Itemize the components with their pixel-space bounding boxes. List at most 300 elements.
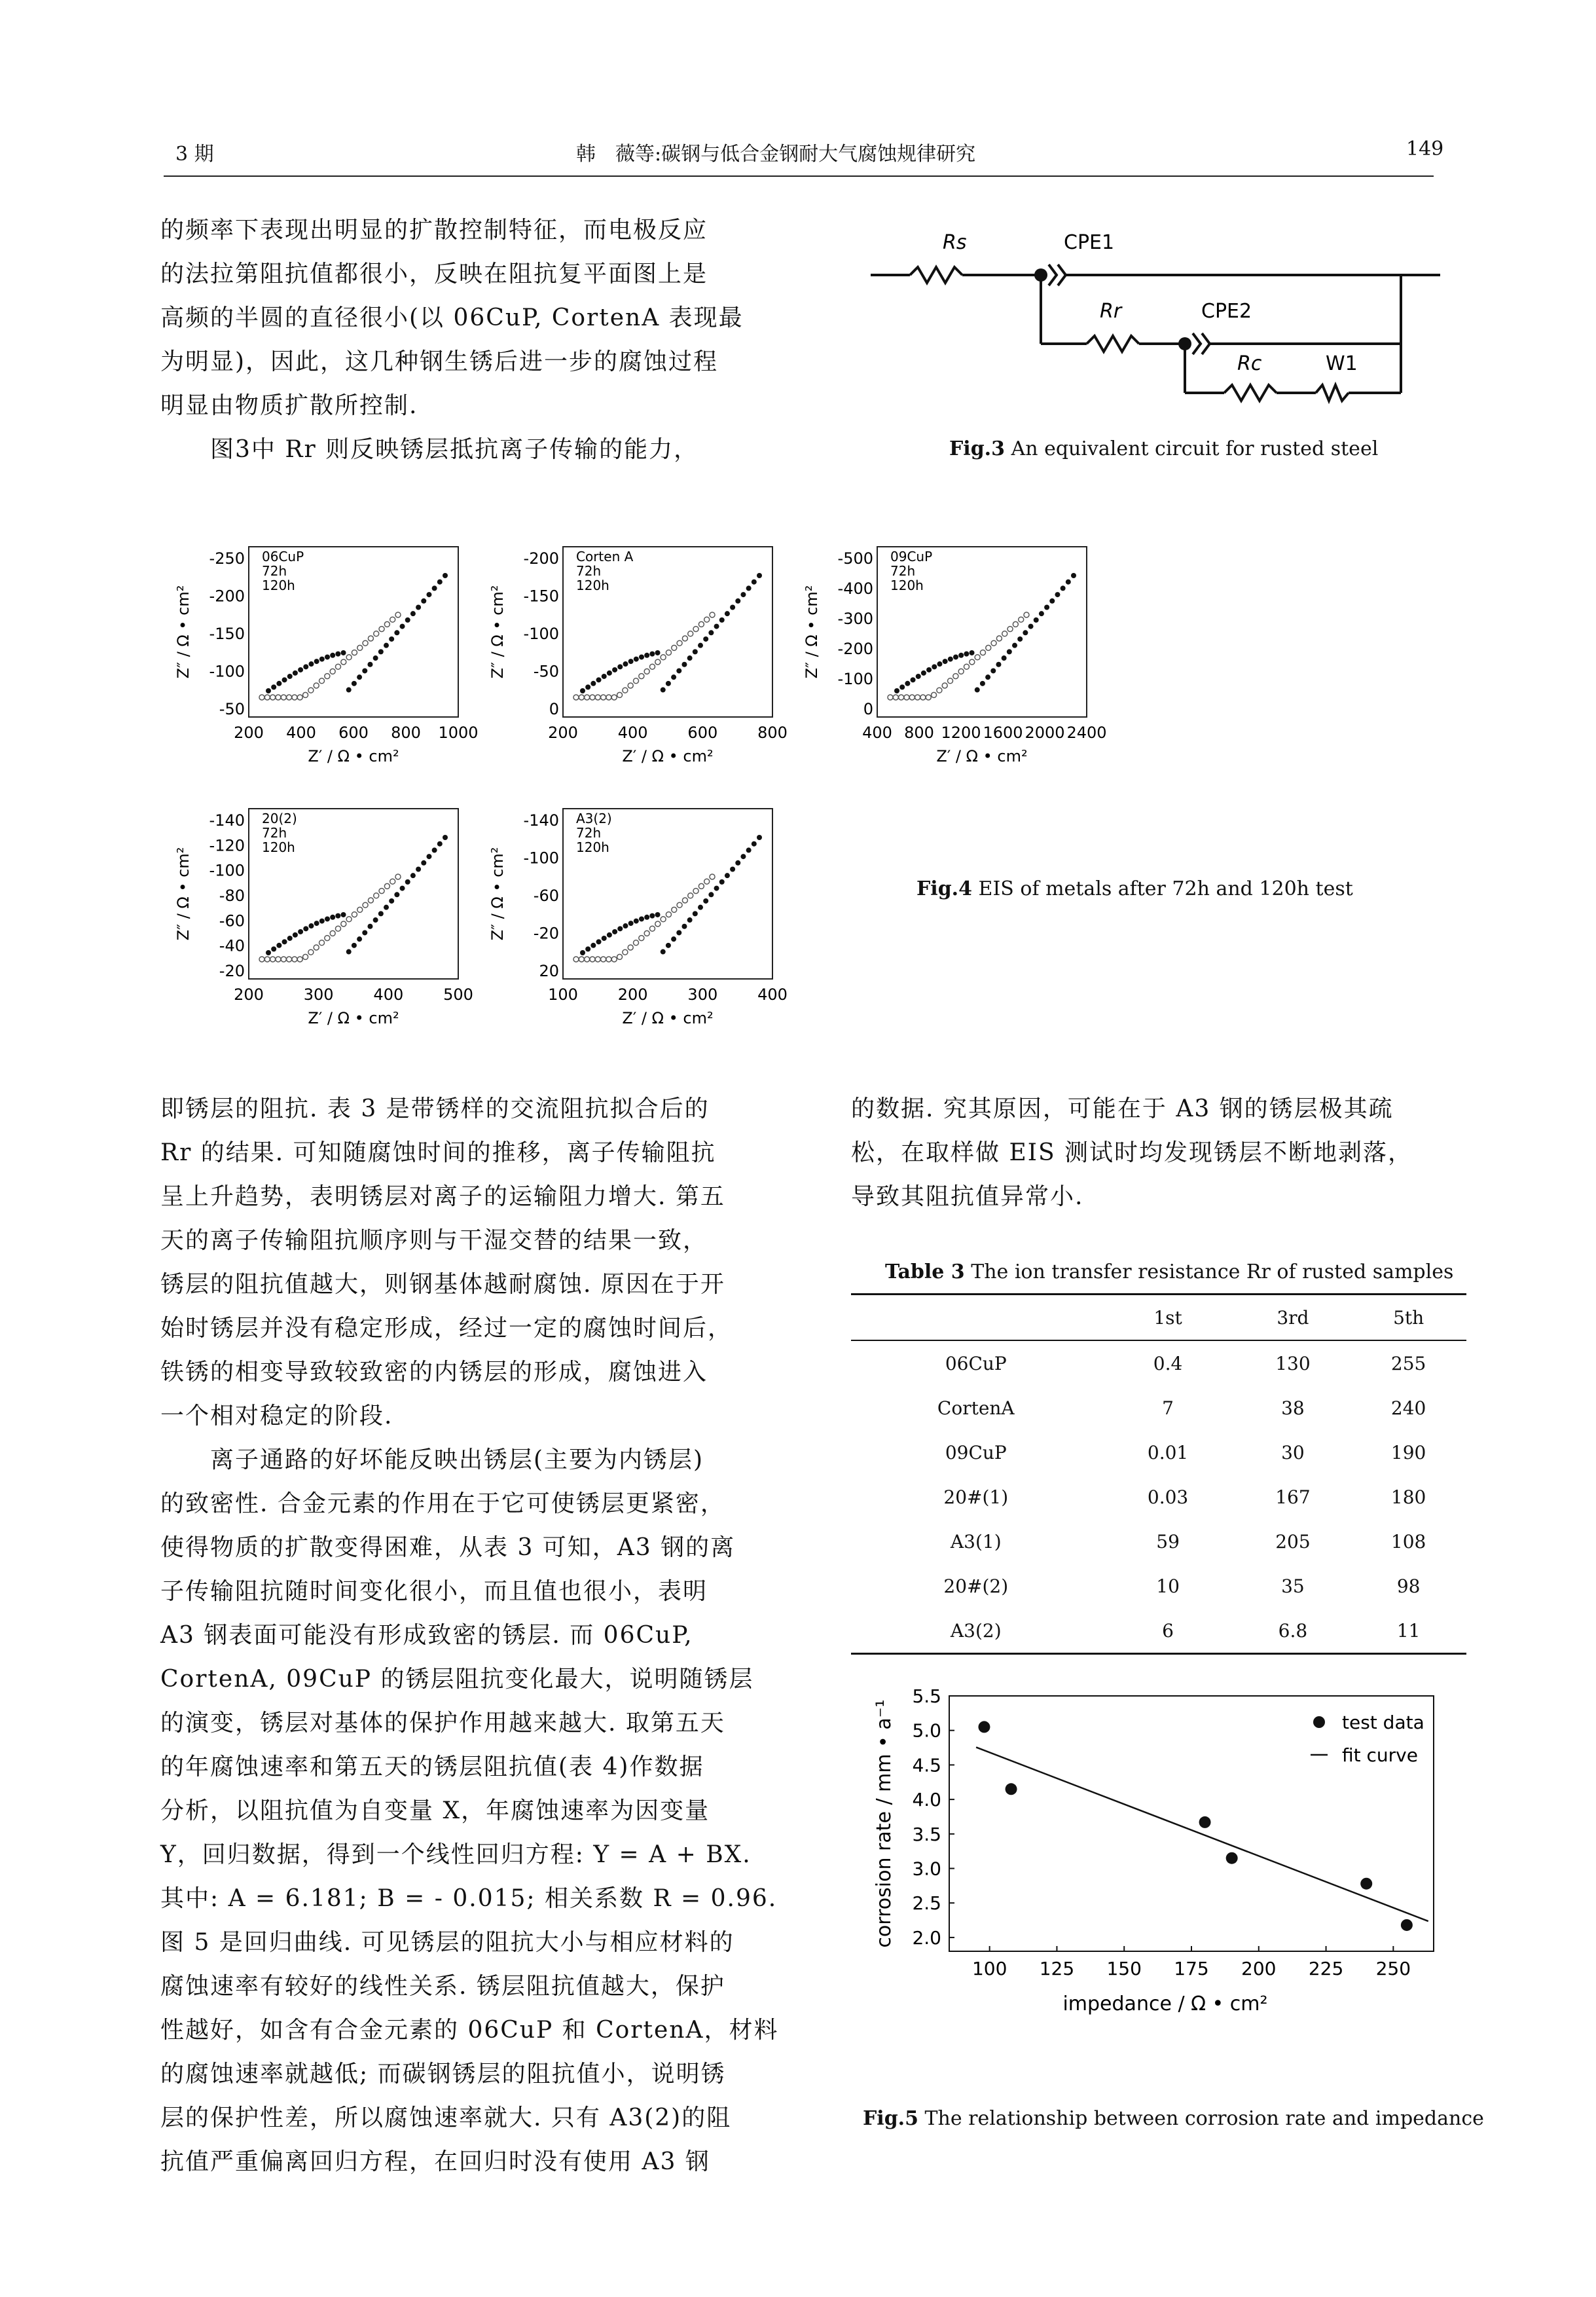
data-point-72h (655, 921, 661, 927)
data-point-72h (688, 893, 693, 898)
x-tick-label: 400 (286, 724, 316, 742)
x-tick-label: 200 (548, 724, 578, 742)
table-cell: 6 (1162, 1619, 1174, 1642)
data-point-120h (1039, 611, 1044, 616)
data-point-120h (314, 659, 319, 664)
data-point-120h (980, 681, 985, 686)
data-point-120h (655, 912, 661, 917)
data-point-120h (666, 681, 671, 686)
legend-72h: 72h (576, 825, 602, 841)
paragraph-line: 的演变，锈层对基体的保护作用越来越大. 取第五天 (160, 1710, 725, 1737)
x-tick-label: 400 (617, 724, 648, 742)
data-point-120h (373, 917, 378, 923)
data-point-120h (1023, 630, 1028, 635)
data-point-72h (698, 883, 704, 889)
legend-120h: 120h (576, 839, 609, 855)
data-point-120h (752, 579, 757, 585)
data-point-72h (319, 940, 325, 946)
data-point-120h (687, 655, 693, 661)
data-point-72h (276, 957, 281, 962)
x-tick-label: 2000 (1025, 724, 1065, 742)
data-point-72h (585, 695, 590, 700)
data-point-120h (644, 915, 649, 920)
data-point-120h (725, 611, 730, 616)
data-point-120h (303, 926, 308, 931)
data-point-120h (698, 905, 703, 910)
data-point-72h (303, 954, 308, 959)
data-point-72h (688, 631, 693, 636)
data-point-120h (623, 923, 628, 928)
data-point-120h (405, 617, 410, 623)
data-point-72h (937, 688, 942, 693)
table-cell: 38 (1281, 1397, 1305, 1419)
data-point-120h (362, 668, 367, 673)
data-point-120h (735, 860, 740, 866)
data-point-120h (719, 617, 725, 623)
data-point-120h (1066, 579, 1071, 585)
data-point-72h (595, 695, 600, 700)
data-point-72h (975, 655, 980, 660)
data-point-120h (948, 657, 953, 662)
x-tick-label: 500 (443, 985, 473, 1004)
table-row (851, 1608, 1466, 1654)
data-point-72h (270, 695, 276, 700)
paragraph-line: 一个相对稳定的阶段. (160, 1403, 393, 1429)
fit-line (976, 1747, 1428, 1921)
data-point-120h (655, 650, 661, 655)
panel-name: A3(2) (576, 811, 612, 826)
data-point-120h (357, 936, 362, 942)
data-point-120h (1071, 573, 1076, 578)
data-point-72h (281, 957, 286, 962)
data-point-120h (346, 688, 352, 693)
data-point-120h (905, 681, 910, 686)
table-cell: 180 (1390, 1486, 1426, 1508)
data-point-120h (580, 950, 585, 955)
paragraph-line: 呈上升趋势，表明锈层对离子的运输阻力增大. 第五 (160, 1183, 725, 1210)
data-point-120h (975, 688, 980, 693)
panel-name: 20(2) (262, 811, 297, 826)
data-point-120h (740, 854, 746, 859)
data-point-120h (894, 688, 899, 693)
data-point-72h (661, 917, 666, 922)
data-point-72h (595, 957, 600, 962)
data-point-72h (693, 889, 698, 894)
data-point-72h (682, 898, 687, 903)
data-point-72h (346, 655, 352, 660)
data-point-72h (710, 874, 715, 879)
data-point-120h (698, 643, 703, 648)
data-point-120h (666, 943, 671, 948)
data-point-120h (426, 592, 431, 597)
data-point-120h (926, 667, 932, 672)
legend-120h: 120h (262, 578, 295, 593)
page-number: 149 (1406, 138, 1444, 160)
data-point-72h (948, 678, 953, 684)
data-point-120h (676, 930, 681, 935)
data-point-72h (888, 695, 893, 700)
table-cell: 205 (1275, 1530, 1311, 1553)
data-point-120h (1002, 655, 1007, 661)
paragraph-line: 即锈层的阻抗. 表 3 是带锈样的交流阻抗拟合后的 (160, 1095, 710, 1122)
data-point-72h (352, 912, 357, 917)
y-tick-label: 5.0 (912, 1719, 941, 1742)
data-point-120h (730, 866, 735, 872)
data-point-72h (287, 957, 292, 962)
data-point-120h (1028, 624, 1034, 629)
data-point-120h (634, 919, 639, 924)
data-point-120h (687, 917, 693, 923)
x-tick-label: 100 (971, 1958, 1007, 1979)
y-tick-label: -140 (209, 811, 245, 830)
y-tick-label: -140 (523, 811, 559, 830)
data-point-72h (623, 688, 628, 693)
data-point-120h (394, 630, 399, 635)
paragraph-line: 层的保护性差，所以腐蚀速率就大. 只有 A3(2)的阻 (160, 2104, 732, 2131)
data-point-120h (693, 911, 698, 916)
data-point-72h (590, 695, 595, 700)
table-header-cell (851, 1295, 1101, 1341)
data-point-120h (298, 667, 303, 672)
x-axis-label: Z′ / Ω • cm² (936, 747, 1028, 765)
data-point-72h (655, 659, 661, 665)
y-tick-label: -250 (209, 549, 245, 568)
table-cell: 98 (1396, 1575, 1421, 1597)
data-point-72h (991, 640, 996, 646)
data-point-120h (1055, 592, 1060, 597)
data-point-120h (681, 924, 687, 929)
table-cell: 0.4 (1153, 1352, 1183, 1374)
table-row (851, 1340, 1466, 1386)
data-point-120h (970, 650, 975, 655)
table3 (851, 1293, 1466, 1655)
data-point-72h (1013, 621, 1018, 627)
data-point-120h (612, 929, 617, 934)
data-point-120h (293, 932, 298, 938)
data-point-72h (710, 612, 715, 617)
paragraph-line: 抗值严重偏离回归方程，在回归时没有使用 A3 钢 (160, 2148, 710, 2175)
table-row (851, 1430, 1466, 1475)
data-point-72h (395, 874, 401, 879)
data-point-72h (693, 627, 698, 632)
data-point-72h (379, 627, 384, 632)
data-point-72h (682, 636, 687, 641)
data-point-120h (303, 664, 308, 669)
x-tick-label: 400 (373, 985, 404, 1004)
data-point-72h (920, 695, 926, 700)
y-tick-label: -120 (209, 836, 245, 855)
paragraph-line: 的年腐蚀速率和第五天的锈层阻抗值(表 4)作数据 (160, 1754, 704, 1780)
data-point-120h (266, 688, 271, 693)
data-point-72h (1002, 631, 1007, 636)
paragraph-line: 腐蚀速率有较好的线性关系. 锈层阻抗值越大，保护 (160, 1973, 725, 2000)
table-row (851, 1475, 1466, 1519)
data-point-72h (346, 917, 352, 922)
data-point-72h (352, 650, 357, 655)
x-tick-label: 200 (617, 985, 648, 1004)
data-point-72h (617, 692, 623, 697)
table-cell: 20#(1) (943, 1486, 1009, 1508)
data-point-72h (341, 659, 346, 665)
table3-caption: Table 3 The ion transfer resistance Rr of rusted samples (885, 1260, 1454, 1283)
y-axis-label: Z″ / Ω • cm² (174, 585, 192, 679)
data-point-72h (573, 695, 579, 700)
data-point-120h (330, 915, 335, 920)
legend-72h: 72h (890, 563, 916, 579)
y-tick-label: -20 (219, 962, 245, 980)
data-point-120h (752, 841, 757, 847)
data-point-120h (1007, 649, 1012, 654)
legend-120h: 120h (576, 578, 609, 593)
data-point-72h (357, 907, 363, 912)
data-point-72h (384, 883, 390, 889)
data-point-120h (421, 860, 426, 866)
data-point-120h (341, 650, 346, 655)
y-tick-label: -150 (523, 587, 559, 606)
data-point-72h (649, 926, 655, 931)
data-point-120h (921, 671, 926, 676)
data-point-72h (909, 695, 915, 700)
data-point-120h (378, 649, 384, 654)
y-tick-label: -100 (209, 861, 245, 880)
data-point-72h (585, 957, 590, 962)
data-point-72h (915, 695, 920, 700)
data-point-72h (264, 695, 270, 700)
data-point-120h (985, 674, 990, 680)
data-point-120h (585, 684, 590, 689)
data-point-120h (671, 674, 676, 680)
legend-120h: 120h (262, 839, 295, 855)
table-cell: A3(1) (950, 1530, 1002, 1553)
header-rule (164, 175, 1434, 177)
data-point (1401, 1919, 1413, 1931)
paragraph-line: 铁锈的相变导致较致密的内锈层的形成，腐蚀进入 (160, 1359, 708, 1386)
data-point-120h (443, 573, 448, 578)
data-point-72h (639, 936, 644, 941)
table-cell: 167 (1275, 1486, 1311, 1508)
data-point-72h (601, 695, 606, 700)
table-row (851, 1564, 1466, 1608)
table-cell: 35 (1281, 1575, 1305, 1597)
y-tick-label: -300 (837, 610, 873, 628)
y-tick-label: 20 (539, 962, 559, 980)
data-point-72h (341, 921, 346, 927)
data-point-120h (389, 898, 394, 904)
data-point-72h (281, 695, 286, 700)
data-point-72h (634, 678, 639, 684)
data-point-120h (1012, 643, 1017, 648)
x-tick-label: 400 (862, 724, 892, 742)
paragraph-line: A3 钢表面可能没有形成致密的锈层. 而 06CuP, (160, 1622, 693, 1649)
data-point-120h (416, 866, 421, 872)
data-point-72h (330, 669, 335, 674)
data-point-72h (292, 957, 297, 962)
data-point-72h (672, 907, 677, 912)
y-tick-label: -60 (533, 887, 559, 905)
paragraph-line: 离子通路的好坏能反映出锈层(主要为内锈层) (160, 1446, 704, 1473)
table-cell: 30 (1281, 1441, 1305, 1463)
paragraph-line: 使得物质的扩散变得困难，从表 3 可知，A3 钢的离 (160, 1534, 736, 1561)
data-point-120h (649, 913, 655, 919)
data-point-72h (384, 621, 390, 627)
data-point-120h (432, 847, 437, 853)
y-tick-label: -200 (523, 549, 559, 568)
data-point-72h (314, 945, 319, 950)
x-tick-label: 250 (1375, 1958, 1411, 1979)
data-point-72h (942, 683, 947, 688)
data-point-72h (1024, 612, 1029, 617)
data-point-120h (623, 661, 628, 667)
y-tick-label: -100 (523, 849, 559, 868)
data-point-120h (612, 667, 617, 672)
data-point-120h (681, 662, 687, 667)
y-tick-label: 2.5 (912, 1892, 941, 1915)
data-point (1226, 1852, 1238, 1864)
data-point-120h (703, 898, 708, 904)
y-tick-label: -40 (219, 936, 245, 955)
data-point-72h (606, 957, 611, 962)
label-rc: Rc (1237, 352, 1262, 375)
data-point-72h (644, 669, 649, 674)
x-axis-label: Z′ / Ω • cm² (622, 1009, 714, 1027)
data-point-72h (330, 930, 335, 936)
data-point-72h (958, 669, 964, 674)
data-point-72h (996, 636, 1002, 641)
data-point-120h (400, 886, 405, 891)
paragraph-line: 其中: A = 6.181; B = - 0.015; 相关系数 R = 0.96. (160, 1885, 778, 1912)
y-tick-label: -50 (219, 700, 245, 718)
data-point-72h (639, 674, 644, 679)
data-point-72h (335, 664, 340, 669)
y-tick-label: 4.5 (912, 1754, 941, 1776)
y-tick-label: -20 (533, 924, 559, 943)
data-point-72h (374, 893, 379, 898)
y-tick-label: 5.5 (912, 1685, 941, 1707)
data-point (978, 1721, 990, 1733)
table-cell: 06CuP (945, 1352, 1007, 1374)
data-point-72h (970, 659, 975, 665)
data-point-72h (611, 695, 617, 700)
data-point-120h (1061, 585, 1066, 591)
data-point-120h (714, 886, 719, 891)
paragraph-line: 锈层的阻抗值越大，则钢基体越耐腐蚀. 原因在于开 (160, 1271, 725, 1298)
data-point-120h (639, 916, 644, 921)
data-point-72h (1007, 627, 1013, 632)
data-point-72h (644, 930, 649, 936)
legend-72h: 72h (576, 563, 602, 579)
data-point-72h (980, 650, 985, 655)
x-axis-label: Z′ / Ω • cm² (308, 747, 399, 765)
eis-panel (174, 809, 473, 1027)
data-point-72h (297, 957, 302, 962)
data-point-72h (986, 645, 991, 650)
y-tick-label: 3.0 (912, 1858, 941, 1880)
data-point-120h (266, 950, 271, 955)
data-point-120h (703, 636, 708, 642)
data-point-120h (437, 841, 443, 847)
y-axis-label: Z″ / Ω • cm² (803, 585, 821, 679)
legend-marker-test-data (1313, 1716, 1325, 1728)
data-point-72h (1019, 617, 1024, 622)
data-point-72h (649, 664, 655, 669)
table-cell: 240 (1390, 1397, 1426, 1419)
data-point-120h (671, 936, 676, 942)
table-cell: 7 (1162, 1397, 1174, 1419)
data-point-120h (271, 946, 276, 951)
data-point-72h (601, 957, 606, 962)
data-point-120h (319, 657, 325, 662)
data-point-72h (270, 957, 276, 962)
y-tick-label: 3.5 (912, 1823, 941, 1845)
data-point-72h (964, 664, 969, 669)
x-tick-label: 300 (687, 985, 718, 1004)
data-point-120h (346, 949, 352, 955)
data-point-72h (666, 912, 671, 917)
data-point-72h (590, 957, 595, 962)
data-point-72h (335, 926, 340, 931)
label-w1: W1 (1326, 352, 1358, 375)
data-point-120h (628, 659, 634, 664)
paragraph-line: 始时锈层并没有稳定形成，经过一定的腐蚀时间后， (160, 1315, 733, 1342)
data-point-120h (937, 661, 942, 667)
data-point-72h (314, 683, 319, 688)
data-point-72h (672, 645, 677, 650)
y-tick-label: -200 (209, 587, 245, 606)
data-point-72h (606, 695, 611, 700)
data-point-72h (623, 949, 628, 955)
data-point-120h (585, 946, 590, 951)
eis-panel (803, 547, 1107, 765)
data-point-120h (953, 654, 958, 659)
x-tick-label: 800 (757, 724, 788, 742)
x-axis-label: impedance / Ω • cm² (1062, 1993, 1268, 2015)
table-cell: 20#(2) (943, 1575, 1009, 1597)
legend-120h: 120h (890, 578, 924, 593)
x-tick-label: 150 (1106, 1958, 1142, 1979)
fig3-caption: Fig.3 An equivalent circuit for rusted steel (949, 437, 1379, 460)
table-cell: A3(2) (950, 1619, 1002, 1642)
x-tick-label: 800 (904, 724, 934, 742)
data-point-72h (297, 695, 302, 700)
data-point-120h (341, 912, 346, 917)
data-point-120h (746, 585, 752, 591)
x-tick-label: 400 (757, 985, 788, 1004)
data-point-120h (287, 674, 293, 679)
data-point-120h (746, 847, 752, 853)
paragraph-line: 性越好，如含有合金元素的 06CuP 和 CortenA，材料 (160, 2017, 779, 2044)
x-tick-label: 300 (303, 985, 334, 1004)
legend-fit-curve: fit curve (1342, 1744, 1418, 1766)
x-tick-label: 100 (548, 985, 578, 1004)
legend-72h: 72h (262, 825, 287, 841)
table-cell: 0.01 (1147, 1441, 1189, 1463)
data-point-120h (282, 939, 287, 944)
table-cell: 0.03 (1147, 1486, 1189, 1508)
data-point-72h (390, 617, 395, 622)
data-point-120h (725, 873, 730, 878)
data-point-120h (661, 949, 666, 955)
data-point-72h (661, 655, 666, 660)
data-point-72h (308, 949, 314, 955)
data-point-72h (628, 683, 633, 688)
data-point-120h (367, 924, 372, 929)
x-tick-label: 125 (1039, 1958, 1075, 1979)
data-point-120h (708, 892, 714, 897)
y-axis-label: corrosion rate / mm • a⁻¹ (873, 1699, 896, 1948)
data-point-72h (579, 695, 584, 700)
data-point-120h (958, 653, 964, 658)
panel-name: 06CuP (262, 549, 304, 564)
